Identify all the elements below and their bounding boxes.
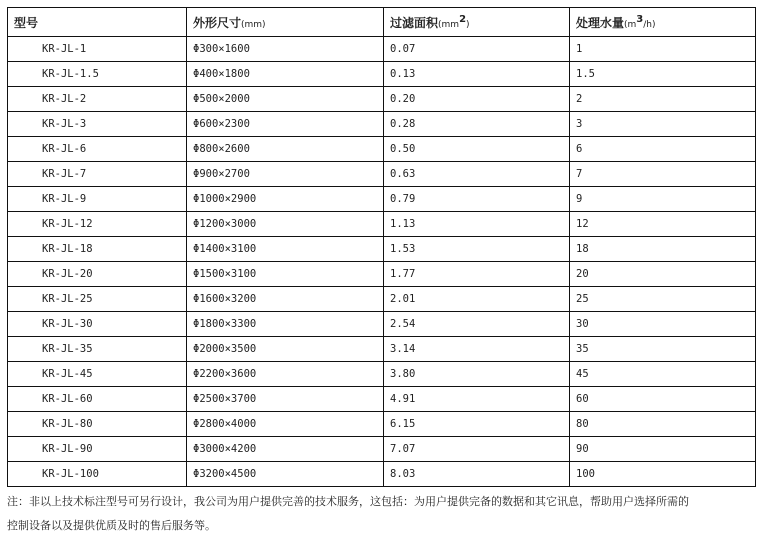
cell-flow: 1: [570, 37, 756, 62]
cell-size: Φ300×1600: [187, 37, 384, 62]
table-row: [8, 362, 756, 387]
cell-area: 0.79: [384, 187, 570, 212]
cell-model: KR-JL-35: [8, 337, 187, 362]
cell-area: 8.03: [384, 462, 570, 487]
cell-size: Φ2000×3500: [187, 337, 384, 362]
header-model: [8, 8, 187, 37]
header-size-unit: (mm): [241, 19, 266, 30]
footnote-line-1: 注：非以上技术标注型号可另行设计，我公司为用户提供完善的技术服务，这包括：为用户提供完备的数据和其它讯息，帮助用户选择所需的: [7, 495, 689, 508]
table-row: [8, 62, 756, 87]
table-row: [8, 187, 756, 212]
cell-flow: 30: [570, 312, 756, 337]
cell-size: Φ1500×3100: [187, 262, 384, 287]
header-size-label: 外形尺寸: [193, 15, 242, 30]
cell-size: Φ3000×4200: [187, 437, 384, 462]
table-row: [8, 112, 756, 137]
cell-flow: 7: [570, 162, 756, 187]
table-row: [8, 212, 756, 237]
cell-size: Φ1400×3100: [187, 237, 384, 262]
header-flow: [570, 8, 756, 37]
spec-table-body: [8, 8, 756, 487]
cell-model: KR-JL-90: [8, 437, 187, 462]
header-area-label: 过滤面积: [390, 15, 439, 30]
cell-area: 0.13: [384, 62, 570, 87]
cell-size: Φ400×1800: [187, 62, 384, 87]
cell-size: Φ1800×3300: [187, 312, 384, 337]
header-area-unit-pre: (mm: [438, 19, 460, 30]
cell-model: KR-JL-6: [8, 137, 187, 162]
cell-area: 2.01: [384, 287, 570, 312]
cell-size: Φ2800×4000: [187, 412, 384, 437]
header-flow-unit-post: /h): [643, 19, 656, 30]
cell-flow: 2: [570, 87, 756, 112]
cell-area: 0.28: [384, 112, 570, 137]
cell-flow: 9: [570, 187, 756, 212]
spec-table: [7, 7, 756, 487]
cell-model: KR-JL-30: [8, 312, 187, 337]
table-row: [8, 462, 756, 487]
cell-flow: 25: [570, 287, 756, 312]
table-row: [8, 137, 756, 162]
cell-flow: 6: [570, 137, 756, 162]
cell-size: Φ900×2700: [187, 162, 384, 187]
table-row: [8, 37, 756, 62]
table-row: [8, 162, 756, 187]
header-area-unit-sup: 2: [459, 13, 467, 25]
cell-area: 1.77: [384, 262, 570, 287]
cell-model: KR-JL-1.5: [8, 62, 187, 87]
table-row: [8, 262, 756, 287]
table-row: [8, 287, 756, 312]
cell-model: KR-JL-3: [8, 112, 187, 137]
header-area: [384, 8, 570, 37]
cell-flow: 1.5: [570, 62, 756, 87]
cell-flow: 20: [570, 262, 756, 287]
cell-area: 0.63: [384, 162, 570, 187]
cell-model: KR-JL-12: [8, 212, 187, 237]
cell-flow: 90: [570, 437, 756, 462]
table-row: [8, 337, 756, 362]
cell-model: KR-JL-100: [8, 462, 187, 487]
cell-flow: 60: [570, 387, 756, 412]
cell-flow: 12: [570, 212, 756, 237]
cell-flow: 100: [570, 462, 756, 487]
table-row: [8, 437, 756, 462]
header-area-unit-post: ): [466, 19, 470, 30]
cell-size: Φ3200×4500: [187, 462, 384, 487]
cell-model: KR-JL-2: [8, 87, 187, 112]
footnote: [7, 490, 759, 538]
cell-size: Φ1600×3200: [187, 287, 384, 312]
cell-area: 7.07: [384, 437, 570, 462]
cell-area: 6.15: [384, 412, 570, 437]
cell-flow: 35: [570, 337, 756, 362]
cell-model: KR-JL-45: [8, 362, 187, 387]
cell-model: KR-JL-60: [8, 387, 187, 412]
cell-size: Φ500×2000: [187, 87, 384, 112]
cell-model: KR-JL-25: [8, 287, 187, 312]
cell-model: KR-JL-80: [8, 412, 187, 437]
table-row: [8, 312, 756, 337]
cell-size: Φ1000×2900: [187, 187, 384, 212]
cell-size: Φ2200×3600: [187, 362, 384, 387]
cell-flow: 45: [570, 362, 756, 387]
table-row: [8, 387, 756, 412]
table-row: [8, 87, 756, 112]
cell-area: 0.50: [384, 137, 570, 162]
cell-area: 3.14: [384, 337, 570, 362]
cell-flow: 3: [570, 112, 756, 137]
header-size: [187, 8, 384, 37]
cell-area: 0.07: [384, 37, 570, 62]
header-model-label: 型号: [14, 15, 39, 30]
cell-size: Φ600×2300: [187, 112, 384, 137]
cell-model: KR-JL-7: [8, 162, 187, 187]
cell-size: Φ2500×3700: [187, 387, 384, 412]
cell-model: KR-JL-1: [8, 37, 187, 62]
table-header-row: [8, 8, 756, 37]
header-flow-unit-pre: (m: [624, 19, 637, 30]
cell-size: Φ800×2600: [187, 137, 384, 162]
cell-flow: 80: [570, 412, 756, 437]
cell-flow: 18: [570, 237, 756, 262]
cell-area: 4.91: [384, 387, 570, 412]
cell-model: KR-JL-20: [8, 262, 187, 287]
cell-model: KR-JL-9: [8, 187, 187, 212]
header-flow-label: 处理水量: [576, 15, 625, 30]
cell-area: 0.20: [384, 87, 570, 112]
footnote-line-2: 控制设备以及提供优质及时的售后服务等。: [7, 519, 216, 532]
table-row: [8, 237, 756, 262]
cell-area: 1.13: [384, 212, 570, 237]
header-flow-unit-sup: 3: [636, 13, 644, 25]
cell-size: Φ1200×3000: [187, 212, 384, 237]
table-row: [8, 412, 756, 437]
cell-area: 2.54: [384, 312, 570, 337]
cell-area: 1.53: [384, 237, 570, 262]
cell-area: 3.80: [384, 362, 570, 387]
cell-model: KR-JL-18: [8, 237, 187, 262]
